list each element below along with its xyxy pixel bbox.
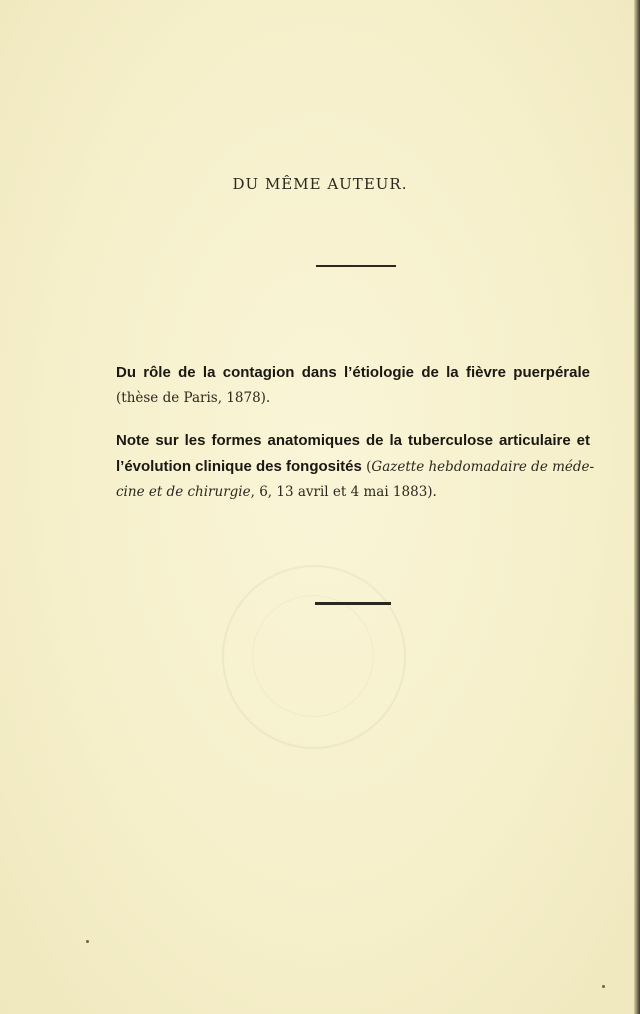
entry-2-title-line-2: l’évolution clinique des fongosités	[116, 458, 362, 475]
paper-speck	[602, 985, 605, 988]
entry-2-issue-dates: , 6, 13 avril et 4 mai 1883).	[250, 484, 437, 500]
entry-1-title-line: Du rôle de la contagion dans l’étiologie de la fièvre puerpérale	[116, 364, 590, 381]
top-divider-rule	[316, 265, 396, 267]
entry-2-line-3	[116, 483, 437, 501]
bottom-divider-rule	[315, 602, 391, 605]
entry-2-journal-part-1: Gazette hebdomadaire de méde-	[371, 459, 595, 475]
entry-2-title-line-1: Note sur les formes anatomiques de la tuberculose articulaire et	[116, 432, 590, 449]
page-heading: DU MÊME AUTEUR.	[232, 175, 408, 193]
faded-library-stamp-inner	[252, 595, 374, 717]
entry-2-open-paren: (	[361, 459, 372, 475]
entry-1-citation-line: (thèse de Paris, 1878).	[116, 390, 271, 406]
entry-2-journal-part-2: cine et de chirurgie	[116, 484, 251, 500]
entry-2-line-2	[116, 458, 595, 476]
binding-edge-shadow	[634, 0, 640, 1014]
paper-speck	[86, 940, 89, 943]
